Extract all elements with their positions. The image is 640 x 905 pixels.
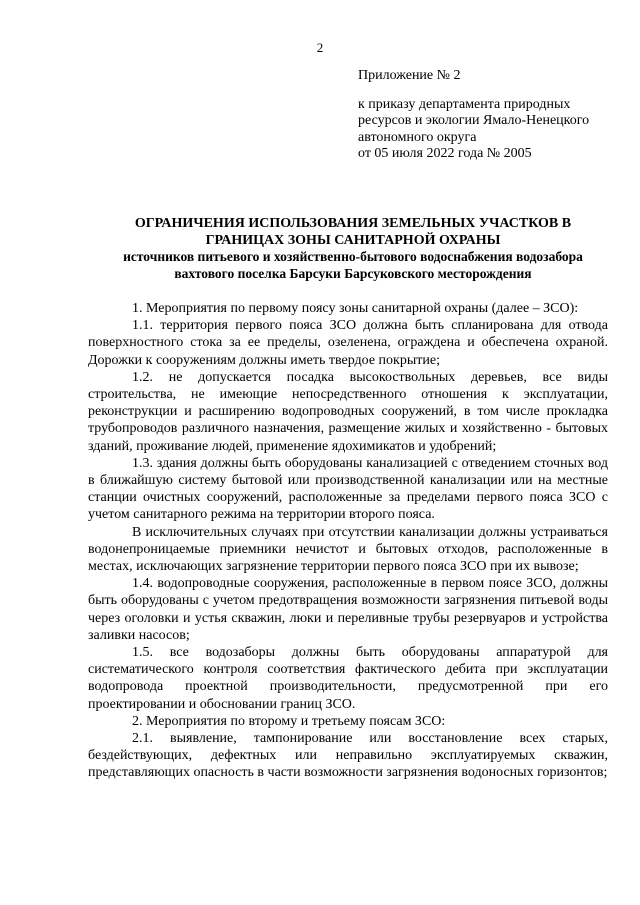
heading-line-2: ГРАНИЦАХ ЗОНЫ САНИТАРНОЙ ОХРАНЫ xyxy=(205,232,501,248)
document-heading xyxy=(88,216,618,282)
paragraph: 1.3. здания должны быть оборудованы канализацией с отведением сточных вод в ближайшую систему бытовой или производственной канализации или на местные станции очистных сооружений, расположенные за пределами первого пояса ЗСО с учетом санитарного режима на территории второго пояса. xyxy=(88,455,608,523)
paragraph: 2.1. выявление, тампонирование или восстановление всех старых, бездействующих, дефектных или неправильно эксплуатируемых скважин, представляющих опасность в части возможности загрязнения водоносных горизонтов; xyxy=(88,731,608,781)
paragraph: 1.2. не допускается посадка высокоствольных деревьев, все виды строительства, не имеющие непосредственного отношения к эксплуатации, реконструкции и расширению водопроводных сооружений, в том числе прокладка трубопроводов различного назначения, размещение жилых и хозяйственно - бытовых зданий, проживание людей, применение ядохимикатов и удобрений; xyxy=(88,369,608,454)
paragraph: 2. Мероприятия по второму и третьему поясам ЗСО: xyxy=(132,713,446,729)
document-body xyxy=(88,300,608,782)
paragraph: 1. Мероприятия по первому поясу зоны санитарной охраны (далее – ЗСО): xyxy=(132,301,579,316)
paragraph: 1.4. водопроводные сооружения, расположенные в первом поясе ЗСО, должны быть оборудованы с учетом предотвращения возможности загрязнения питьевой воды через оголовки и устья скважин, люки и переливные трубы резервуаров и устройства заливки насосов; xyxy=(88,576,608,643)
page-number: 2 xyxy=(316,40,324,55)
paragraph: В исключительных случаях при отсутствии канализации должны устраиваться водонепроницаемые приемники нечистот и бытовых отходов, расположенные в местах, исключающих загрязнение территории первого пояса ЗСО при их вывозе; xyxy=(88,524,608,575)
paragraph: 1.5. все водозаборы должны быть оборудованы аппаратурой для систематического контроля соответствия фактического дебита при эксплуатации водопровода проектной производительности, предусмотренной при его проектировании и обосновании границ ЗСО. xyxy=(88,645,608,712)
appendix-line: ресурсов и экологии Ямало-Ненецкого xyxy=(358,113,590,128)
appendix-line: автономного округа xyxy=(358,129,477,145)
appendix-title: Приложение № 2 xyxy=(358,68,461,83)
appendix-block xyxy=(358,68,589,163)
subheading-line-1: источников питьевого и хозяйственно-бытового водоснабжения водозабора xyxy=(123,249,583,264)
appendix-line: от 05 июля 2022 года № 2005 xyxy=(358,146,532,161)
appendix-line: к приказу департамента природных xyxy=(358,96,571,112)
subheading-line-2: вахтового поселка Барсуки Барсуковского месторождения xyxy=(174,265,532,281)
paragraph: 1.1. территория первого пояса ЗСО должна быть спланирована для отвода поверхностного стока за ее пределы, озеленена, ограждена и обеспечена охраной. Дорожки к сооружениям должны иметь твердое покрытие; xyxy=(88,318,608,368)
heading-line-1: ОГРАНИЧЕНИЯ ИСПОЛЬЗОВАНИЯ ЗЕМЕЛЬНЫХ УЧАСТКОВ В xyxy=(134,216,572,231)
